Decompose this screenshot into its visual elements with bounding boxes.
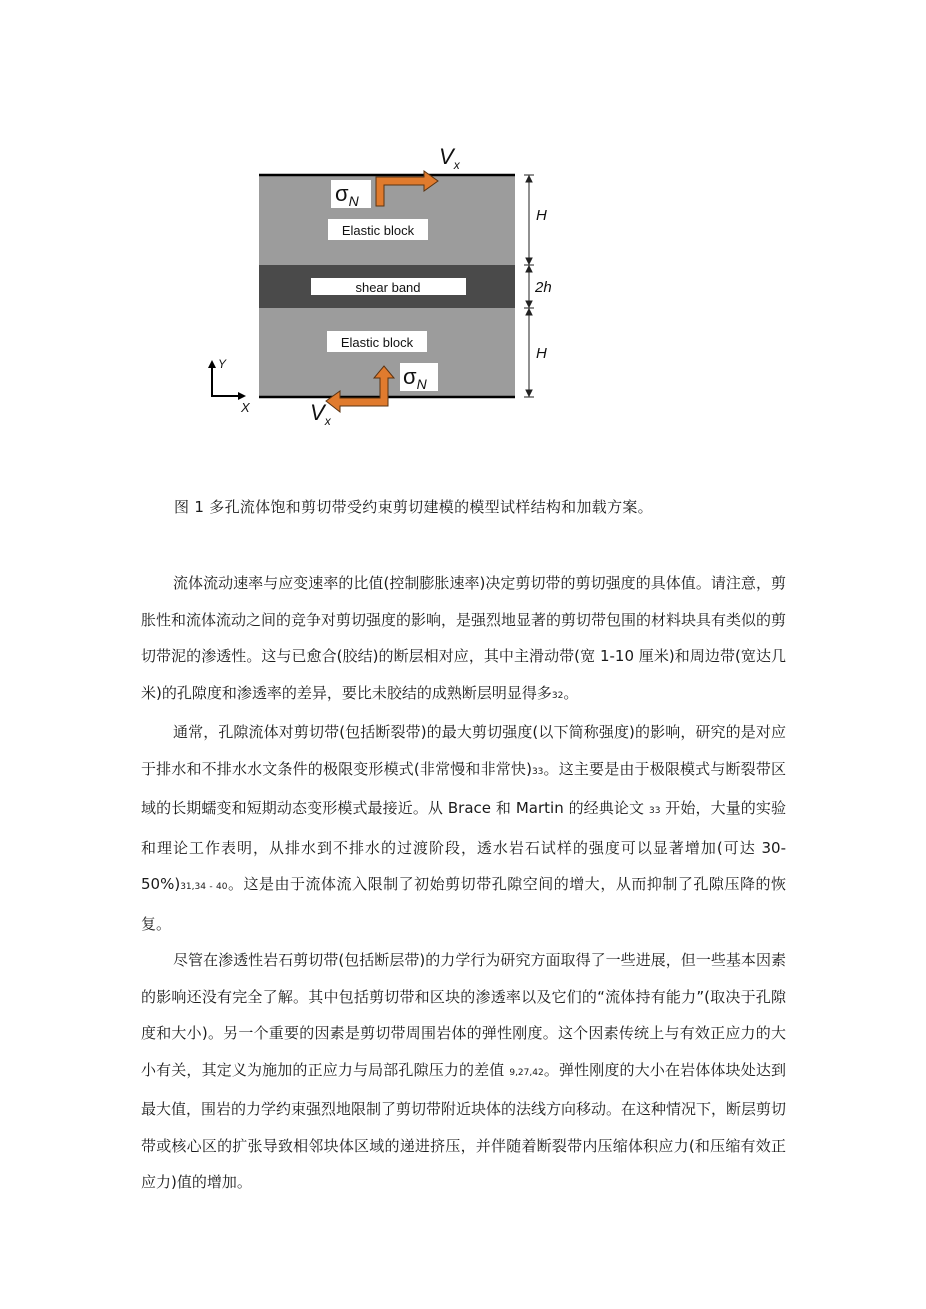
- sigma-n-bottom-label: $\sigma_N$: [403, 364, 427, 392]
- dimension-h-bottom: H: [536, 345, 547, 362]
- paragraph-1-text: 流体流动速率与应变速率的比值(控制膨胀速率)决定剪切带的剪切强度的具体值。请注意，剪胀性和流体流动之间的竞争对剪切强度的影响，是强烈地显著的剪切带包围的材料块具有类似的剪切带泥的渗透性。这与已愈合(胶结)的断层相对应，其中主滑动带(宽 1-10 厘米)和周边带(宽达几米)的孔隙度和渗透率的差异，要比未胶结的成熟断层明显得多: [141, 574, 787, 702]
- dimension-lines: [524, 175, 534, 397]
- citation: 31,34 - 40: [180, 882, 228, 892]
- paragraph-3-text-b: 。弹性刚度的大小在岩体体块处达到最大值，围岩的力学约束强烈地限制了剪切带附近块体的法线方向移动。在这种情况下，断层剪切带或核心区的扩张导致相邻块体区域的递进挤压，并伴随着断裂带内压缩体积应力(和压缩有效正应力)值的增加。: [141, 1060, 787, 1191]
- paragraph-2-text-d: 。这是由于流体流入限制了初始剪切带孔隙空间的增大，从而抑制了孔隙压降的恢复。: [141, 875, 786, 933]
- paragraph-1-tail: 。: [563, 683, 579, 702]
- citation: 33: [648, 806, 661, 816]
- axis-y-label: Y: [218, 357, 227, 371]
- paragraph-2: [141, 714, 786, 942]
- citation: 32: [551, 690, 564, 701]
- paragraph-2-text-a: 通常，孔隙流体对剪切带(包括断裂带)的最大剪切强度(以下简称强度)的影响，研究的是对应于排水和不排水水文条件的极限变形模式(非常慢和非常快): [141, 723, 786, 778]
- sigma-n-top-label: $\sigma_N$: [335, 181, 359, 209]
- elastic-block-bottom-label: Elastic block: [340, 335, 414, 350]
- paragraph-3-text-a: 尽管在渗透性岩石剪切带(包括断层带)的力学行为研究方面取得了一些进展，但一些基本因素的影响还没有完全了解。其中包括剪切带和区块的渗透率以及它们的“流体持有能力”(取决于孔隙度和大小)。另一个重要的因素是剪切带周围岩体的弹性刚度。这个因素传统上与有效正应力的大小有关，其定义为施加的正应力与局部孔隙压力的差值: [141, 951, 786, 1079]
- coordinate-axes: [208, 360, 246, 400]
- figure-caption: 图 1 多孔流体饱和剪切带受约束剪切建模的模型试样结构和加载方案。: [174, 498, 653, 516]
- citation: 9,27,42: [509, 1067, 544, 1078]
- vx-top-label: $V_x$: [439, 144, 460, 172]
- shear-band-label: shear band: [355, 280, 421, 295]
- model-figure: [200, 138, 580, 438]
- body-text: [141, 565, 786, 1201]
- axis-x-label: X: [241, 400, 250, 415]
- paragraph-2-text-c: 开始，大量的实验和理论工作表明，从排水到不排水的过渡阶段，透水岩石试样的强度可以显著增加(可达 30-50%): [141, 799, 786, 893]
- paragraph-1: [141, 565, 786, 714]
- elastic-block-top-label: Elastic block: [341, 223, 415, 238]
- paragraph-3: [141, 942, 786, 1201]
- vx-bottom-label: $V_x$: [310, 400, 331, 428]
- dimension-2h: 2h: [535, 279, 552, 296]
- dimension-h-top: H: [536, 207, 547, 224]
- citation: 33: [531, 766, 544, 777]
- paragraph-2-text-b: 。这主要是由于极限模式与断裂带区域的长期蠕变和短期动态变形模式最接近。从 Brace 和 Martin 的经典论文: [141, 759, 786, 817]
